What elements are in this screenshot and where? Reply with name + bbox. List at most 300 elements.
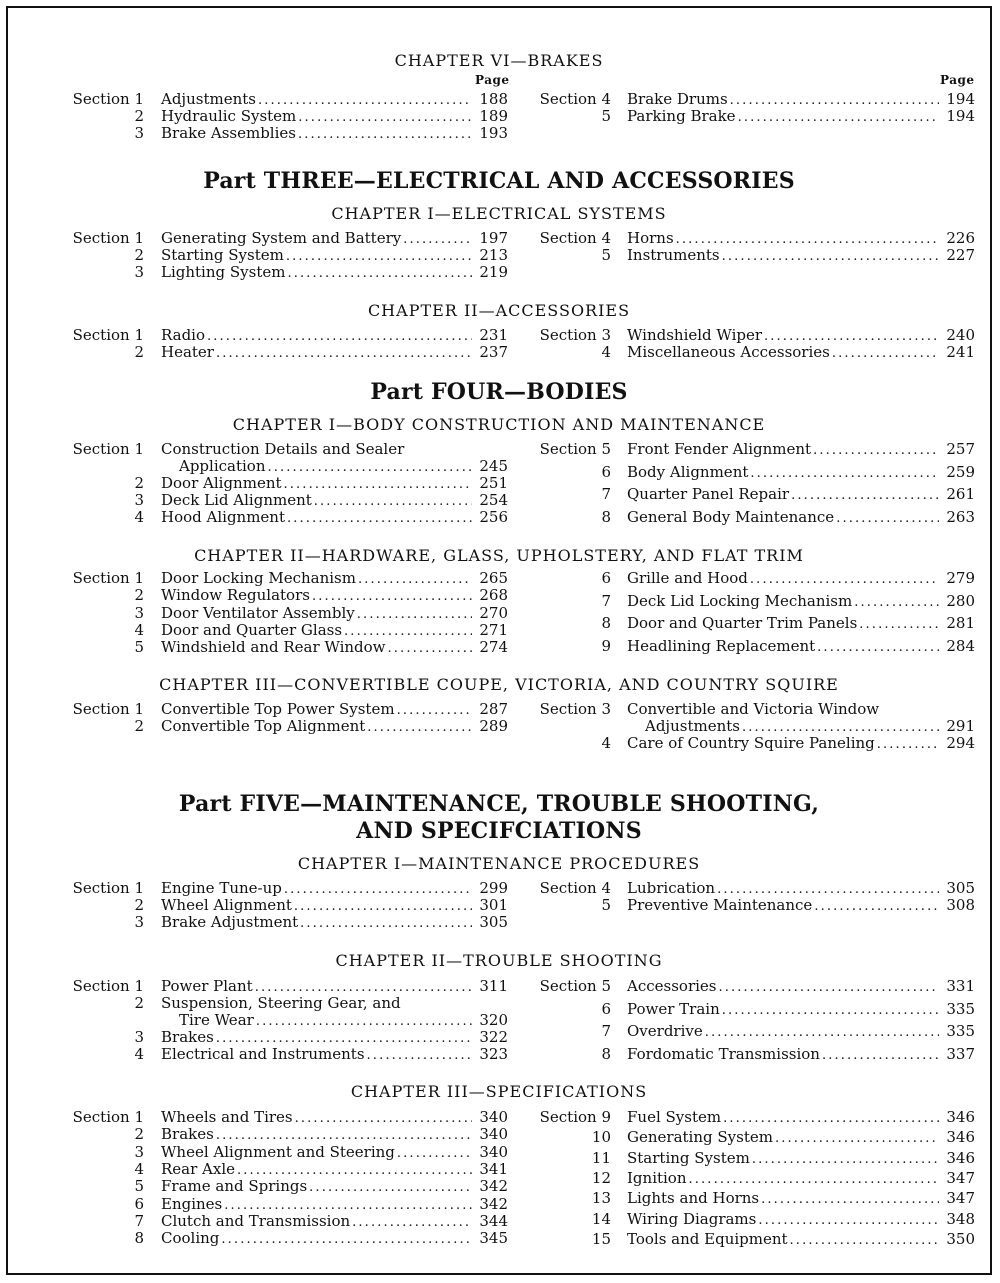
page-number: 213 [479,246,508,264]
section-number: 2 [134,717,144,735]
entry-title: Clutch and Transmission [161,1211,351,1230]
page-number: 337 [946,1044,975,1063]
toc-entry-line[interactable] [627,486,975,504]
page-number: 274 [479,638,508,657]
dot-leader [403,231,472,248]
toc-entry-line[interactable] [627,593,975,611]
entry-title: Cooling [161,1229,220,1248]
entry-title: Power Train [627,999,720,1018]
section-number: 3 [134,491,144,509]
entry-title[interactable]: Suspension, Steering Gear, and [161,994,401,1012]
page-column-header: Page [940,73,975,87]
page-number: 340 [479,1125,508,1144]
section-number: 6 [601,462,611,481]
page-number: 346 [946,1128,975,1147]
page-number: 348 [946,1209,975,1228]
page-number: 279 [946,569,975,587]
section-number: 14 [591,1209,611,1228]
chapter-heading: CHAPTER III—SPECIFICATIONS [350,1082,648,1101]
section-number: Section 9 [539,1108,611,1126]
section-number: Section 4 [539,879,611,897]
entry-title[interactable]: Construction Details and Sealer [161,440,405,458]
table-of-contents [8,8,990,1273]
dot-leader [352,1214,472,1231]
toc-entry-line[interactable] [627,464,975,482]
page-number: 256 [479,508,508,526]
dot-leader [284,881,472,898]
entry-title: Hood Alignment [161,508,285,526]
entry-title: Horns [627,229,674,247]
dot-leader [813,442,939,459]
entry-title: Frame and Springs [161,1177,308,1196]
chapter-heading: CHAPTER II—TROUBLE SHOOTING [335,951,663,970]
toc-entry-line[interactable] [627,108,975,126]
toc-entry-line[interactable] [161,1046,508,1064]
page-number: 240 [946,326,975,344]
dot-leader [832,345,939,362]
section-number: 8 [601,614,611,632]
section-number: 6 [601,999,611,1018]
page-number: 340 [479,1142,508,1161]
chapter-heading: CHAPTER III—CONVERTIBLE COUPE, VICTORIA, AND COUNTRY SQUIRE [159,675,839,694]
entry-title: Hydraulic System [161,107,297,125]
page-number: 345 [479,1229,508,1248]
page-number: 289 [479,717,508,735]
page-number: 335 [946,999,975,1018]
part-heading: Part FIVE—MAINTENANCE, TROUBLE SHOOTING, [178,791,820,817]
toc-entry-line[interactable] [627,344,975,362]
toc-entry-line[interactable] [161,1196,508,1214]
toc-entry-line[interactable] [161,1178,508,1196]
dot-leader [216,345,472,362]
section-number: 2 [134,994,144,1012]
entry-title: Headlining Replacement [627,636,816,655]
toc-entry-line[interactable] [161,1126,508,1144]
section-number: 3 [134,1028,144,1046]
page-number: 291 [946,717,975,735]
chapter-heading: CHAPTER II—ACCESSORIES [367,301,631,320]
page-number: 259 [946,462,975,481]
toc-entry-line[interactable] [627,247,975,265]
entry-title: Overdrive [627,1022,703,1040]
toc-entry-line[interactable] [627,735,975,753]
page-number: 194 [946,107,975,125]
toc-entry-line[interactable] [627,897,975,915]
page-number: 270 [479,603,508,622]
section-number: 2 [134,107,144,125]
toc-entry-line[interactable] [161,718,508,736]
dot-leader [836,510,939,527]
dot-leader [750,465,939,482]
entry-title: Fuel System [627,1108,722,1126]
dot-leader [730,92,939,109]
entry-title: Lighting System [161,263,286,281]
entry-title: Lights and Horns [627,1189,760,1208]
dot-leader [814,898,939,915]
section-number: 2 [134,343,144,361]
section-number: Section 1 [72,90,144,108]
entry-title: Care of Country Squire Paneling [627,734,875,752]
page-number: 347 [946,1189,975,1208]
page-number: 251 [479,474,508,492]
section-number: 4 [601,343,611,361]
section-number: Section 4 [539,229,611,247]
section-number: 4 [134,620,144,639]
section-number: 3 [134,913,144,931]
toc-entry-line[interactable] [161,1161,508,1179]
chapter-heading: CHAPTER I—MAINTENANCE PROCEDURES [297,854,701,873]
entry-title: Miscellaneous Accessories [627,343,830,361]
entry-title: Wheel Alignment and Steering [161,1142,395,1161]
section-number: Section 1 [72,977,144,995]
section-number: 8 [601,1044,611,1063]
dot-leader [758,1212,939,1229]
entry-title: Generating System [627,1128,773,1147]
toc-entry-line[interactable] [627,1023,975,1041]
section-number: 2 [134,1125,144,1144]
entry-title: Front Fender Alignment [627,440,812,458]
section-number: 7 [601,485,611,503]
entry-title: Heater [161,343,214,361]
entry-title: Deck Lid Alignment [161,491,312,509]
entry-title: Door and Quarter Trim Panels [627,614,858,632]
entry-title: Convertible Top Power System [161,700,395,718]
page-number: 188 [479,90,508,108]
page-number: 311 [479,977,508,995]
toc-entry-line[interactable] [627,615,975,633]
dot-leader [791,487,939,504]
dot-leader [298,126,472,143]
section-number: Section 3 [539,700,611,718]
page-number: 219 [479,263,508,281]
page-number: 280 [946,591,975,610]
entry-title: Quarter Panel Repair [627,485,790,503]
page-number: 323 [479,1045,508,1063]
entry-title: Brake Assemblies [161,124,296,142]
page-number: 226 [946,229,975,247]
entry-title: Accessories [627,977,717,995]
dot-leader [750,571,939,588]
section-number: Section 1 [72,326,144,344]
toc-entry-line[interactable] [627,570,975,588]
dot-leader [221,1231,472,1248]
dot-leader [295,1110,472,1127]
section-number: Section 1 [72,700,144,718]
section-number: 13 [591,1189,611,1208]
section-number: Section 5 [539,977,611,995]
page-number: 189 [479,107,508,125]
section-number: 11 [591,1148,611,1167]
entry-title: Door Ventilator Assembly [161,603,355,622]
dot-leader [287,510,472,527]
dot-leader [367,719,472,736]
page-number: 287 [479,700,508,718]
chapter-heading: CHAPTER VI—BRAKES [394,51,604,70]
entry-title: Door and Quarter Glass [161,620,343,639]
section-number: 3 [134,263,144,281]
entry-title: Convertible Top Alignment [161,717,366,735]
entry-title: Deck Lid Locking Mechanism [627,591,853,610]
chapter-heading: CHAPTER I—BODY CONSTRUCTION AND MAINTENANCE [232,415,766,434]
section-number: 8 [601,507,611,526]
section-number: 4 [134,1045,144,1063]
page-number: 341 [479,1159,508,1178]
entry-title: Grille and Hood [627,569,748,587]
toc-entry-line[interactable] [161,570,508,588]
toc-entry-line[interactable] [161,509,508,527]
section-number: 5 [601,246,611,264]
entry-title: Power Plant [161,977,253,995]
dot-leader [294,898,472,915]
toc-entry-line[interactable] [161,639,508,657]
dot-leader [689,1171,939,1188]
page-number: 281 [946,614,975,632]
dot-leader [309,1179,472,1196]
toc-entry-line[interactable] [627,1231,975,1249]
toc-entry-line[interactable] [627,1211,975,1229]
page-number: 193 [479,124,508,142]
entry-title: Parking Brake [627,107,736,125]
dot-leader [268,459,473,476]
section-number: 15 [591,1229,611,1248]
page-number: 231 [479,326,508,344]
dot-leader [388,640,472,657]
toc-entry-line[interactable] [161,1144,508,1162]
section-number: 7 [601,591,611,610]
page-number: 265 [479,569,508,587]
dot-leader [877,736,939,753]
toc-entry-line[interactable] [627,1109,975,1127]
page-number: 347 [946,1168,975,1187]
dot-leader [723,1110,939,1127]
entry-title: Engine Tune-up [161,879,282,897]
entry-title: Wheels and Tires [161,1108,293,1126]
entry-title: Window Regulators [161,586,310,605]
page-number: 342 [479,1177,508,1196]
dot-leader [397,702,472,719]
section-number: Section 1 [72,440,144,458]
part-heading-continued: AND SPECIFCIATIONS [356,818,642,844]
page-number: 301 [479,896,508,914]
entry-title: Adjustments [161,90,256,108]
entry-title: Electrical and Instruments [161,1045,365,1063]
dot-leader [822,1047,939,1064]
page-number: 320 [479,1011,508,1029]
toc-entry-line[interactable] [627,1001,975,1019]
section-number: 7 [134,1211,144,1230]
dot-leader [761,1191,939,1208]
dot-leader [722,248,939,265]
page-number: 263 [946,507,975,526]
toc-page [6,6,992,1275]
dot-leader [790,1232,939,1249]
entry-title: Door Alignment [161,474,282,492]
dot-leader [854,594,939,611]
toc-entry-line[interactable] [627,509,975,527]
section-number: Section 1 [72,879,144,897]
dot-leader [298,109,472,126]
chapter-heading: CHAPTER I—ELECTRICAL SYSTEMS [331,204,667,223]
section-number: 9 [601,636,611,655]
section-number: 3 [134,124,144,142]
toc-entry-line[interactable] [627,638,975,656]
page-number: 350 [946,1229,975,1248]
page-number: 254 [479,491,508,509]
entry-title: Generating System and Battery [161,229,402,247]
section-number: Section 1 [72,569,144,587]
page-number: 344 [479,1211,508,1230]
dot-leader [216,1127,472,1144]
toc-entry-line[interactable] [627,1170,975,1188]
entry-title-continued: Adjustments [645,717,740,735]
section-number: Section 1 [72,229,144,247]
page-number: 340 [479,1108,508,1126]
page-number: 245 [479,457,508,475]
dot-leader [284,476,472,493]
page-number: 331 [946,977,975,995]
dot-leader [224,1197,472,1214]
section-number: Section 1 [72,1108,144,1126]
section-number: 5 [601,896,611,914]
section-number: 2 [134,896,144,914]
entry-title: Door Locking Mechanism [161,569,356,587]
dot-leader [705,1024,939,1041]
entry-title: Starting System [161,246,284,264]
dot-leader [752,1151,939,1168]
toc-entry-line[interactable] [161,344,508,362]
section-number: 4 [134,508,144,526]
dot-leader [718,979,939,996]
entry-title: Starting System [627,1148,750,1167]
entry-title: Windshield and Rear Window [161,638,386,657]
toc-entry-line[interactable] [161,264,508,282]
page-number: 194 [946,90,975,108]
page-number: 346 [946,1108,975,1126]
section-number: 10 [591,1128,611,1147]
dot-leader [357,606,472,623]
toc-entry-line[interactable] [627,1129,975,1147]
section-number: Section 4 [539,90,611,108]
entry-title: Body Alignment [627,462,749,481]
section-number: 3 [134,1142,144,1161]
entry-title[interactable]: Convertible and Victoria Window [627,700,880,718]
page-number: 308 [946,896,975,914]
toc-entry-line[interactable] [627,1150,975,1168]
section-number: 12 [591,1168,611,1187]
dot-leader [300,915,472,932]
toc-entry-line[interactable] [161,622,508,640]
entry-title: Fordomatic Transmission [627,1044,820,1063]
page-number: 261 [946,485,975,503]
page-number: 271 [479,620,508,639]
toc-entry-line[interactable] [161,587,508,605]
toc-entry-line[interactable] [161,914,508,932]
section-number: 2 [134,474,144,492]
page-number: 305 [479,913,508,931]
entry-title: Rear Axle [161,1159,236,1178]
entry-title: General Body Maintenance [627,507,835,526]
page-number: 227 [946,246,975,264]
part-heading: Part THREE—ELECTRICAL AND ACCESSORIES [203,168,795,194]
dot-leader [256,1013,472,1030]
entry-title: Wiring Diagrams [627,1209,757,1228]
page-number: 342 [479,1194,508,1213]
dot-leader [817,639,939,656]
page-number: 346 [946,1148,975,1167]
part-heading: Part FOUR—BODIES [370,379,628,405]
entry-title-continued: Application [179,457,266,475]
entry-title: Radio [161,326,206,344]
toc-entry-line[interactable] [161,1230,508,1248]
toc-entry-line[interactable] [627,441,975,459]
section-number: 4 [134,1159,144,1178]
dot-leader [367,1047,472,1064]
toc-entry-line[interactable] [161,605,508,623]
entry-title: Brakes [161,1125,214,1144]
section-number: 5 [134,638,144,657]
dot-leader [358,571,472,588]
toc-entry-line[interactable] [627,1190,975,1208]
page-number: 237 [479,343,508,361]
page-number: 241 [946,343,975,361]
dot-leader [775,1130,939,1147]
toc-entry-line[interactable] [161,1213,508,1231]
section-number: 5 [134,1177,144,1196]
entry-title: Windshield Wiper [627,326,763,344]
toc-entry-line[interactable] [161,125,508,143]
section-number: 7 [601,1022,611,1040]
entry-title: Preventive Maintenance [627,896,813,914]
dot-leader [722,1002,939,1019]
page-number: 197 [479,229,508,247]
toc-entry-line[interactable] [179,1012,508,1030]
page-number: 335 [946,1022,975,1040]
entry-title: Brakes [161,1028,214,1046]
page-number: 294 [946,734,975,752]
dot-leader [287,265,472,282]
toc-entry-line[interactable] [161,1109,508,1127]
section-number: Section 3 [539,326,611,344]
section-number: Section 5 [539,440,611,458]
toc-entry-line[interactable] [627,1046,975,1064]
section-number: 5 [601,107,611,125]
entry-title-continued: Tire Wear [179,1011,254,1029]
entry-title: Ignition [627,1168,687,1187]
entry-title: Brake Adjustment [161,913,299,931]
page-number: 257 [946,440,975,458]
page-number: 305 [946,879,975,897]
entry-title: Brake Drums [627,90,728,108]
dot-leader [314,493,472,510]
section-number: 2 [134,246,144,264]
section-number: 4 [601,734,611,752]
entry-title: Wheel Alignment [161,896,292,914]
page-number: 268 [479,586,508,605]
dot-leader [286,248,472,265]
dot-leader [207,328,472,345]
section-number: 3 [134,603,144,622]
section-number: 2 [134,586,144,605]
entry-title: Instruments [627,246,720,264]
page-column-header: Page [475,73,510,87]
dot-leader [859,616,939,633]
page-number: 299 [479,879,508,897]
entry-title: Lubrication [627,879,716,897]
page-number: 284 [946,636,975,655]
toc-entry-line[interactable] [627,978,975,996]
section-number: 6 [601,569,611,587]
dot-leader [397,1145,472,1162]
